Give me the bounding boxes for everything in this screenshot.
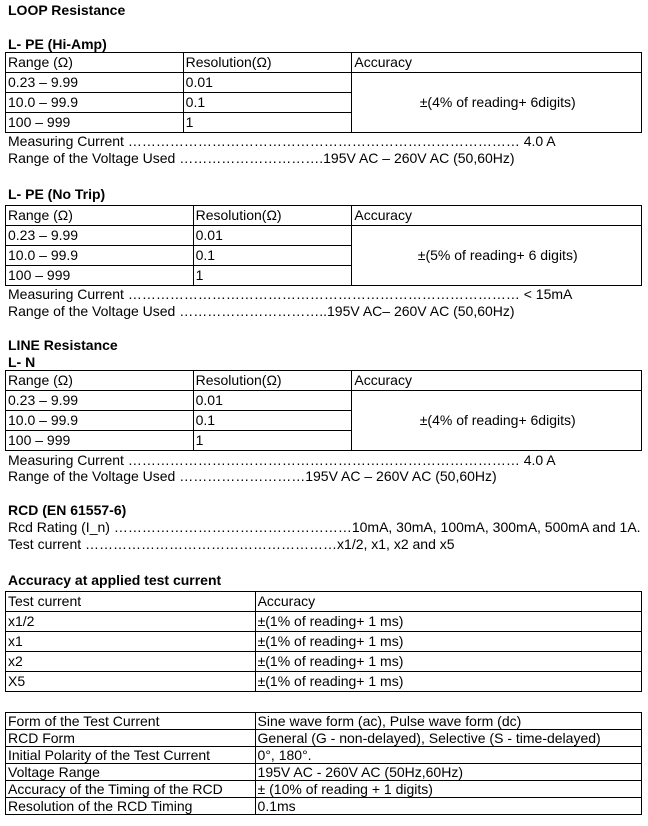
leader-dots: ………………………: [179, 468, 306, 484]
test-value: x1/2, x1, x2 and x5: [337, 536, 455, 552]
test-current-cell: X5: [6, 672, 256, 692]
current-value: 4.0 A: [519, 452, 556, 468]
header-test-current: Test current: [6, 592, 256, 612]
test-label: Test current: [8, 536, 86, 552]
current-value: < 15mA: [519, 286, 573, 302]
section2-title: L- PE (No Trip): [8, 186, 106, 202]
header-accuracy: Accuracy: [352, 206, 642, 226]
accuracy-cell: ±(1% of reading+ 1 ms): [255, 612, 641, 632]
table-row: [6, 730, 642, 747]
accuracy-table: [5, 591, 642, 692]
header-resolution: Resolution(Ω): [193, 206, 352, 226]
table-header-row: [6, 371, 642, 391]
leader-dots: ………………………….: [179, 150, 324, 166]
leader-dots: …………………………………………………………………………: [127, 452, 520, 468]
resolution-cell: 1: [183, 113, 352, 133]
rcd-test-line: [8, 536, 455, 552]
voltage-value: 195V AC – 260V AC (50,60Hz): [323, 150, 515, 166]
section3-title: LINE Resistance: [8, 337, 118, 353]
leader-dots: …………………………………………………………………………: [127, 286, 520, 302]
value-cell: 0°, 180°.: [255, 747, 641, 764]
range-cell: 10.0 – 99.9: [6, 93, 184, 113]
leader-dots: …………………………..: [179, 303, 328, 319]
table-row: [6, 226, 642, 246]
section1-title: L- PE (Hi-Amp): [8, 36, 107, 52]
voltage-value: 195V AC– 260V AC (50,60Hz): [327, 303, 515, 319]
range-cell: 100 – 999: [6, 113, 184, 133]
table-row: [6, 73, 642, 93]
section1-voltage-line: [8, 150, 515, 166]
rating-label: Rcd Rating (I_n): [8, 519, 114, 535]
accuracy-cell: ±(1% of reading+ 1 ms): [255, 652, 641, 672]
voltage-label: Range of the Voltage Used: [8, 303, 180, 319]
current-label: Measuring Current: [8, 133, 128, 149]
range-cell: 0.23 – 9.99: [6, 391, 194, 411]
range-cell: 100 – 999: [6, 431, 194, 451]
range-cell: 0.23 – 9.99: [6, 226, 194, 246]
section2-voltage-line: [8, 303, 515, 319]
accuracy-cell: ±(4% of reading+ 6digits): [352, 73, 642, 133]
test-current-cell: x1: [6, 632, 256, 652]
section2-current-line: [8, 286, 572, 302]
resolution-cell: 1: [193, 266, 352, 286]
section3-current-line: [8, 452, 556, 468]
table-header-row: [6, 206, 642, 226]
resolution-cell: 0.1: [193, 411, 352, 431]
value-cell: ± (10% of reading + 1 digits): [255, 781, 641, 798]
accuracy-cell: ±(4% of reading+ 6digits): [352, 391, 642, 451]
table-row: [6, 764, 642, 781]
header-range: Range (Ω): [6, 206, 194, 226]
header-resolution: Resolution(Ω): [183, 53, 352, 73]
table-header-row: [6, 592, 642, 612]
section1-table: [5, 52, 642, 133]
table-row: [6, 747, 642, 764]
rcd-title: RCD (EN 61557-6): [8, 502, 127, 518]
voltage-value: 195V AC – 260V AC (50,60Hz): [305, 468, 497, 484]
section3-subtitle: L- N: [8, 354, 36, 370]
table-row: [6, 391, 642, 411]
label-cell: Resolution of the RCD Timing: [6, 798, 256, 815]
label-cell: Initial Polarity of the Test Current: [6, 747, 256, 764]
rcd-rating-line: [8, 519, 641, 535]
label-cell: Accuracy of the Timing of the RCD: [6, 781, 256, 798]
range-cell: 10.0 – 99.9: [6, 411, 194, 431]
table-row: [6, 632, 642, 652]
value-cell: 195V AC - 260V AC (50Hz,60Hz): [255, 764, 641, 781]
label-cell: Voltage Range: [6, 764, 256, 781]
current-label: Measuring Current: [8, 286, 128, 302]
resolution-cell: 0.01: [193, 226, 352, 246]
resolution-cell: 0.01: [183, 73, 352, 93]
leader-dots: …………………………………………………………………………: [127, 133, 520, 149]
range-cell: 100 – 999: [6, 266, 194, 286]
range-cell: 0.23 – 9.99: [6, 73, 184, 93]
label-cell: RCD Form: [6, 730, 256, 747]
header-accuracy: Accuracy: [255, 592, 641, 612]
section2-table: [5, 205, 642, 286]
leader-dots: ……………………………………………: [113, 519, 352, 535]
voltage-label: Range of the Voltage Used: [8, 468, 180, 484]
table-row: [6, 672, 642, 692]
resolution-cell: 0.01: [193, 391, 352, 411]
range-cell: 10.0 – 99.9: [6, 246, 194, 266]
current-label: Measuring Current: [8, 452, 128, 468]
current-value: 4.0 A: [519, 133, 556, 149]
table-row: [6, 798, 642, 815]
resolution-cell: 0.1: [193, 246, 352, 266]
loop-resistance-title: LOOP Resistance: [8, 2, 126, 18]
header-range: Range (Ω): [6, 371, 194, 391]
header-accuracy: Accuracy: [352, 371, 642, 391]
section3-voltage-line: [8, 468, 497, 484]
section3-table: [5, 370, 642, 451]
label-cell: Form of the Test Current: [6, 713, 256, 730]
accuracy-cell: ±(1% of reading+ 1 ms): [255, 632, 641, 652]
table-row: [6, 612, 642, 632]
resolution-cell: 1: [193, 431, 352, 451]
table-header-row: [6, 53, 642, 73]
header-resolution: Resolution(Ω): [193, 371, 352, 391]
table-row: [6, 652, 642, 672]
table-row: [6, 781, 642, 798]
value-cell: Sine wave form (ac), Pulse wave form (dc): [255, 713, 641, 730]
accuracy-table-title: Accuracy at applied test current: [8, 572, 222, 588]
value-cell: General (G - non-delayed), Selective (S - time-delayed): [255, 730, 641, 747]
accuracy-cell: ±(5% of reading+ 6 digits): [352, 226, 642, 286]
form-table: [5, 712, 642, 815]
table-row: [6, 713, 642, 730]
section1-current-line: [8, 133, 556, 149]
rating-value: 10mA, 30mA, 100mA, 300mA, 500mA and 1A.: [351, 519, 641, 535]
leader-dots: ………………………………………………: [85, 536, 338, 552]
test-current-cell: x2: [6, 652, 256, 672]
accuracy-cell: ±(1% of reading+ 1 ms): [255, 672, 641, 692]
value-cell: 0.1ms: [255, 798, 641, 815]
header-accuracy: Accuracy: [352, 53, 642, 73]
resolution-cell: 0.1: [183, 93, 352, 113]
test-current-cell: x1/2: [6, 612, 256, 632]
header-range: Range (Ω): [6, 53, 184, 73]
voltage-label: Range of the Voltage Used: [8, 150, 180, 166]
